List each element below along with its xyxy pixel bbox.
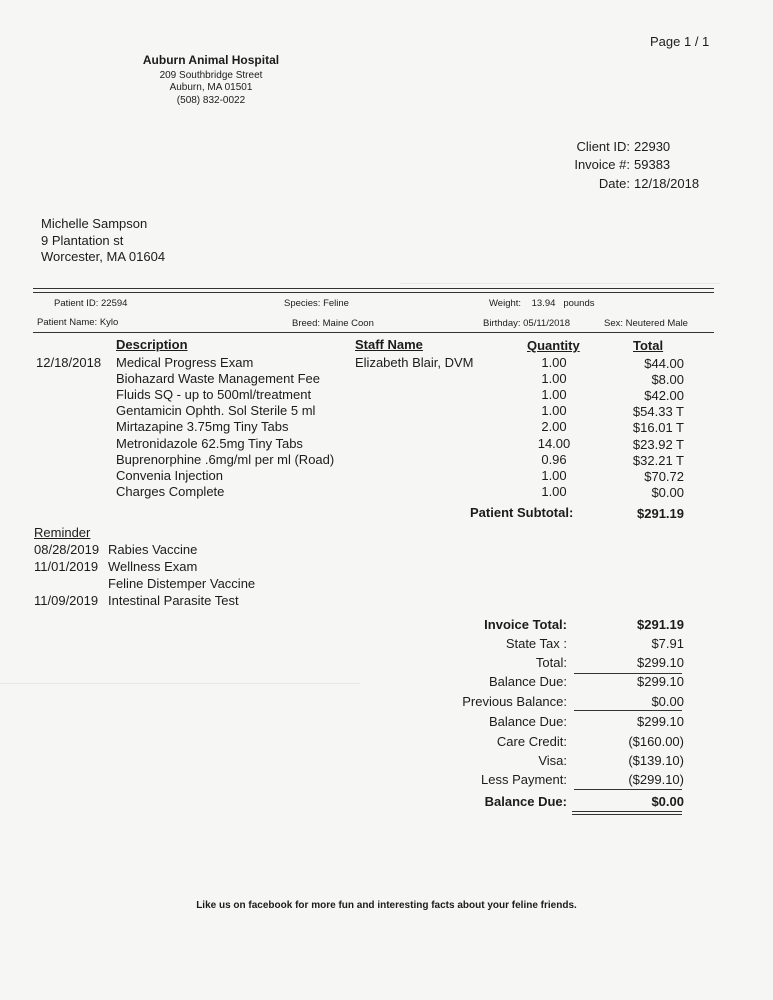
totals-label: Less Payment: bbox=[481, 772, 567, 787]
clinic-city: Auburn, MA 01501 bbox=[169, 82, 253, 93]
reminder-text: Feline Distemper Vaccine bbox=[108, 576, 256, 591]
patient-weight bbox=[489, 298, 594, 309]
totals-value: $291.19 bbox=[637, 617, 684, 632]
birthday-label: Birthday: bbox=[483, 318, 521, 329]
clinic-phone: (508) 832-0022 bbox=[176, 95, 246, 106]
line-date: 12/18/2018 bbox=[36, 355, 102, 370]
patient-name bbox=[37, 317, 118, 328]
patient-subtotal-value: $291.19 bbox=[637, 506, 684, 521]
totals-value: $7.91 bbox=[651, 636, 684, 651]
item-description: Medical Progress Exam bbox=[116, 355, 254, 370]
item-total-value: $42.00 bbox=[644, 388, 684, 404]
patient-name-label: Patient Name: bbox=[37, 317, 98, 328]
item-quantity: 1.00 bbox=[541, 467, 567, 483]
client-address-line1: 9 Plantation st bbox=[41, 233, 124, 248]
item-quantity: 2.00 bbox=[541, 419, 567, 435]
item-quantity: 1.00 bbox=[541, 387, 567, 403]
patient-top-rule-2 bbox=[33, 292, 714, 293]
totals-value: ($160.00) bbox=[628, 734, 684, 749]
totals-value: $299.10 bbox=[637, 674, 684, 689]
invoice-number-value: 59383 bbox=[634, 157, 671, 172]
item-total-value: $32.21 T bbox=[632, 452, 684, 468]
totals-label: Balance Due: bbox=[488, 674, 567, 689]
totals-label: Previous Balance: bbox=[462, 694, 567, 709]
clinic-street: 209 Southbridge Street bbox=[159, 70, 263, 81]
item-quantity: 14.00 bbox=[537, 435, 571, 451]
weight-value: 13.94 bbox=[531, 298, 556, 309]
breed-value: Maine Coon bbox=[322, 318, 374, 329]
reminder-date: 11/09/2019 bbox=[34, 593, 99, 608]
client-address-line2: Worcester, MA 01604 bbox=[41, 249, 166, 264]
client-id-value: 22930 bbox=[634, 139, 671, 154]
weight-unit: pounds bbox=[563, 298, 595, 309]
totals-label: Balance Due: bbox=[488, 714, 567, 729]
patient-sex bbox=[604, 318, 688, 329]
item-total-value: $16.01 T bbox=[632, 420, 684, 436]
totals-label: Balance Due: bbox=[484, 794, 567, 809]
item-total bbox=[600, 469, 694, 484]
client-id-label: Client ID: bbox=[576, 139, 630, 154]
item-total bbox=[600, 372, 694, 387]
page-number: Page 1 / 1 bbox=[650, 34, 710, 49]
item-total bbox=[600, 420, 694, 435]
item-quantity: 0.96 bbox=[541, 451, 567, 467]
col-description: Description bbox=[116, 337, 188, 352]
totals-value: $0.00 bbox=[651, 794, 684, 809]
patient-top-rule bbox=[33, 288, 714, 289]
final-double-rule-2 bbox=[572, 814, 682, 815]
item-description: Fluids SQ - up to 500ml/treatment bbox=[116, 387, 312, 403]
item-description: Mirtazapine 3.75mg Tiny Tabs bbox=[116, 419, 289, 435]
patient-species bbox=[284, 298, 349, 309]
totals-label: Care Credit: bbox=[496, 734, 567, 749]
totals-value: $299.10 bbox=[637, 714, 684, 729]
item-description: Biohazard Waste Management Fee bbox=[116, 371, 321, 387]
species-value: Feline bbox=[323, 298, 349, 309]
item-total bbox=[600, 453, 694, 468]
item-total-value: $54.33 T bbox=[632, 404, 684, 420]
patient-birthday bbox=[483, 318, 570, 329]
reminder-text: Rabies Vaccine bbox=[108, 542, 198, 557]
invoice-date-label: Date: bbox=[598, 176, 630, 191]
item-total-value: $23.92 T bbox=[632, 436, 684, 452]
clinic-name: Auburn Animal Hospital bbox=[142, 53, 280, 67]
total-rule bbox=[574, 673, 682, 674]
patient-name-value: Kylo bbox=[99, 317, 119, 328]
totals-value: ($139.10) bbox=[628, 753, 684, 768]
patient-breed bbox=[292, 318, 374, 329]
footer-message: Like us on facebook for more fun and interesting facts about your feline friends. bbox=[196, 900, 577, 911]
item-description: Metronidazole 62.5mg Tiny Tabs bbox=[116, 435, 303, 451]
reminder-date: 11/01/2019 bbox=[34, 559, 99, 574]
patient-id bbox=[54, 298, 127, 309]
totals-label: Invoice Total: bbox=[484, 617, 567, 632]
item-total-value: $70.72 bbox=[644, 468, 684, 484]
col-staff-name: Staff Name bbox=[355, 337, 423, 352]
totals-value: ($299.10) bbox=[628, 772, 684, 787]
patient-subtotal-label: Patient Subtotal: bbox=[470, 505, 574, 520]
patient-bottom-rule bbox=[33, 332, 714, 333]
item-total-value: $8.00 bbox=[651, 372, 684, 388]
line-staff: Elizabeth Blair, DVM bbox=[355, 355, 474, 370]
item-total-value: $0.00 bbox=[651, 484, 684, 500]
reminder-date: 08/28/2019 bbox=[34, 542, 100, 557]
item-total-value: $44.00 bbox=[644, 356, 684, 371]
item-description: Buprenorphine .6mg/ml per ml (Road) bbox=[116, 451, 335, 467]
species-label: Species: bbox=[284, 298, 321, 309]
item-description: Convenia Injection bbox=[116, 467, 223, 483]
item-quantity: 1.00 bbox=[541, 483, 567, 499]
previous-balance-rule bbox=[574, 710, 682, 711]
sex-label: Sex: bbox=[604, 318, 624, 329]
item-description: Gentamicin Ophth. Sol Sterile 5 ml bbox=[116, 403, 316, 419]
less-payment-rule bbox=[574, 789, 682, 790]
totals-label: State Tax : bbox=[505, 636, 567, 651]
item-total bbox=[600, 485, 694, 500]
item-total bbox=[600, 356, 694, 371]
invoice-number-label: Invoice #: bbox=[574, 157, 630, 172]
weight-label: Weight: bbox=[489, 298, 522, 309]
item-quantity: 1.00 bbox=[541, 355, 567, 370]
client-name: Michelle Sampson bbox=[41, 216, 148, 231]
breed-label: Breed: bbox=[292, 318, 320, 329]
sex-value: Neutered Male bbox=[625, 318, 688, 329]
totals-value: $0.00 bbox=[651, 694, 684, 709]
item-total bbox=[600, 437, 694, 452]
reminder-title: Reminder bbox=[34, 525, 91, 540]
totals-label: Total: bbox=[535, 655, 567, 670]
item-quantity: 1.00 bbox=[541, 371, 567, 387]
item-description: Charges Complete bbox=[116, 483, 225, 499]
patient-id-value: 22594 bbox=[101, 298, 128, 309]
totals-value: $299.10 bbox=[637, 655, 684, 670]
item-quantity: 1.00 bbox=[541, 403, 567, 419]
col-total: Total bbox=[633, 338, 664, 353]
reminder-text: Wellness Exam bbox=[108, 559, 198, 574]
reminder-text: Intestinal Parasite Test bbox=[108, 593, 239, 608]
item-total bbox=[600, 404, 694, 419]
invoice-date-value: 12/18/2018 bbox=[634, 176, 700, 191]
totals-label: Visa: bbox=[538, 753, 567, 768]
birthday-value: 05/11/2018 bbox=[523, 318, 570, 329]
patient-id-label: Patient ID: bbox=[54, 298, 99, 309]
final-double-rule-1 bbox=[572, 811, 682, 812]
item-total bbox=[600, 388, 694, 403]
col-quantity: Quantity bbox=[527, 338, 580, 353]
